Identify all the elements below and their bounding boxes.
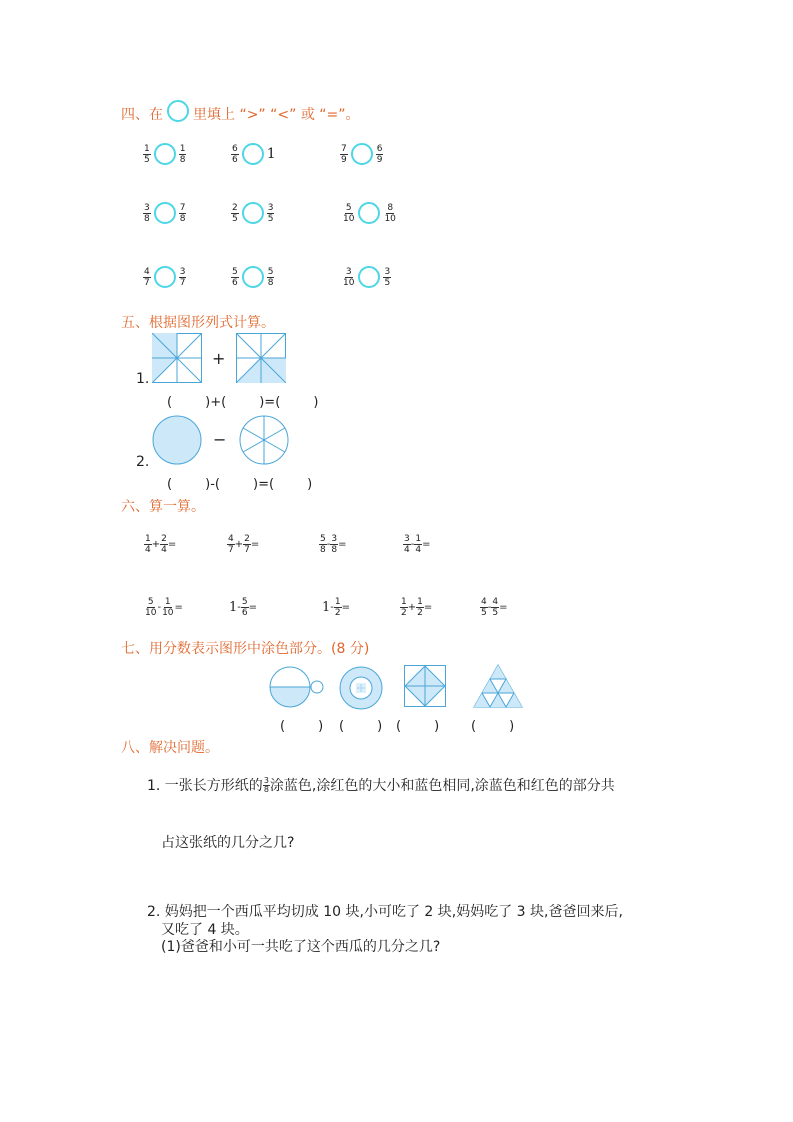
fraction-right: $\frac{7}{8}$: [179, 202, 186, 224]
fraction-left: $\frac{2}{5}$: [232, 202, 238, 224]
ring-figure: [338, 665, 384, 711]
shaded-part: [270, 687, 310, 707]
calc-item-2: $\frac{4}{7}$ + $\frac{2}{7}$ =: [228, 534, 260, 555]
fraction-right: $\frac{1}{8}$: [179, 143, 186, 165]
calc-item-8: $\frac{1}{2}$ + $\frac{1}{2}$ =: [401, 597, 433, 618]
compare-circle-input[interactable]: [242, 202, 264, 224]
compare-item-8: [231, 266, 274, 288]
circle-figure-whole: [151, 414, 203, 466]
problem-1-line-2: 占这张纸的几分之几?: [161, 835, 295, 851]
section5-title: 五、根据图形列式计算。: [121, 315, 275, 331]
problem-1-fraction: $\frac{3}{8}$: [263, 775, 269, 794]
compare-item-5: [231, 202, 274, 224]
circle-figure-sixths: [238, 414, 290, 466]
problem-2-subquestion-1: (1)爸爸和小可一共吃了这个西瓜的几分之几?: [161, 939, 441, 955]
compare-circle-input[interactable]: [154, 143, 176, 165]
answer-blank-1[interactable]: ( ): [280, 719, 324, 734]
answer-blank-3[interactable]: ( ): [396, 719, 440, 734]
fraction-left: $\frac{7}{9}$: [341, 143, 347, 165]
compare-item-9: [342, 266, 391, 288]
compare-item-7: [143, 266, 186, 288]
answer-blanks[interactable]: ( )-( )=( ): [167, 477, 313, 492]
minus-operator: −: [213, 430, 227, 449]
whole-number-right: 1: [266, 146, 276, 162]
compare-circle-input[interactable]: [358, 202, 380, 224]
fraction-right: $\frac{3}{5}$: [384, 266, 391, 288]
fraction-right: $\frac{5}{8}$: [267, 266, 274, 288]
section4-title: [121, 100, 360, 128]
problem-2-line-2: 又吃了 4 块。: [161, 922, 249, 938]
section4-title-after: 里填上 “>” “<” 或 “=”。: [193, 107, 360, 123]
calc-item-9: $\frac{4}{5}$ - $\frac{4}{5}$ =: [481, 597, 508, 618]
problem-1-text-a: 1. 一张长方形纸的: [147, 778, 263, 794]
square-figure-right: [236, 333, 286, 383]
fraction-left: $\frac{4}{7}$: [144, 266, 150, 288]
section6-title: 六、算一算。: [121, 499, 205, 515]
calc-item-4: $\frac{3}{4}$ - $\frac{1}{4}$ =: [404, 534, 431, 555]
question-number: 1.: [136, 371, 150, 387]
problem-2-line-1: 2. 妈妈把一个西瓜平均切成 10 块,小可吃了 2 块,妈妈吃了 3 块,爸爸回来后,: [147, 904, 623, 920]
compare-item-2: [231, 143, 276, 165]
problem-1-text-b: 涂蓝色,涂红色的大小和蓝色相同,涂蓝色和红色的部分共: [269, 778, 615, 794]
fraction-right: $\frac{8}{10}$: [384, 202, 396, 224]
compare-circle-input[interactable]: [242, 266, 264, 288]
circle-blank-icon: [167, 100, 189, 122]
fraction-right: $\frac{6}{9}$: [376, 143, 383, 165]
fraction-left: $\frac{3}{10}$: [343, 266, 355, 288]
compare-circle-input[interactable]: [242, 143, 264, 165]
section4-title-before: 四、在: [121, 107, 163, 123]
problem-1-line-1: [147, 775, 615, 795]
triangle-figure: [472, 663, 524, 709]
fraction-left: $\frac{6}{6}$: [232, 143, 238, 165]
compare-item-4: [143, 202, 186, 224]
fraction-left: $\frac{3}{8}$: [144, 202, 150, 224]
plus-operator: +: [212, 349, 226, 368]
compare-item-1: [143, 143, 186, 165]
shaded-circle: [153, 416, 201, 464]
section7-title: 七、用分数表示图形中涂色部分。(8 分): [121, 641, 370, 657]
calc-item-6: 1 - $\frac{5}{6}$ =: [229, 597, 258, 618]
fraction-right: $\frac{3}{7}$: [179, 266, 186, 288]
compare-item-6: [342, 202, 397, 224]
answer-blank-4[interactable]: ( ): [471, 719, 515, 734]
compare-circle-input[interactable]: [358, 266, 380, 288]
answer-blank-2[interactable]: ( ): [339, 719, 383, 734]
answer-blanks[interactable]: ( )+( )=( ): [167, 395, 319, 410]
half-circle-figure: [268, 665, 328, 709]
shaded-part: [356, 683, 366, 693]
fraction-left: $\frac{5}{10}$: [343, 202, 355, 224]
fraction-left: $\frac{5}{6}$: [232, 266, 238, 288]
compare-circle-input[interactable]: [154, 266, 176, 288]
section8-title: 八、解决问题。: [121, 740, 219, 756]
compare-circle-input[interactable]: [351, 143, 373, 165]
diamond-square-figure: [404, 665, 446, 707]
question-number: 2.: [136, 454, 150, 470]
calc-item-5: $\frac{5}{10}$ - $\frac{1}{10}$ =: [145, 597, 183, 618]
calc-item-1: $\frac{1}{4}$ + $\frac{2}{4}$ =: [145, 534, 177, 555]
shaded-part: [490, 665, 506, 679]
small-circle: [311, 681, 323, 693]
compare-circle-input[interactable]: [154, 202, 176, 224]
fraction-right: $\frac{3}{5}$: [267, 202, 274, 224]
square-figure-left: [152, 333, 202, 383]
compare-item-3: [340, 143, 383, 165]
calc-item-7: 1 - $\frac{1}{2}$ =: [322, 597, 351, 618]
calc-item-3: $\frac{5}{8}$ - $\frac{3}{8}$ =: [320, 534, 347, 555]
fraction-left: $\frac{1}{5}$: [144, 143, 150, 165]
